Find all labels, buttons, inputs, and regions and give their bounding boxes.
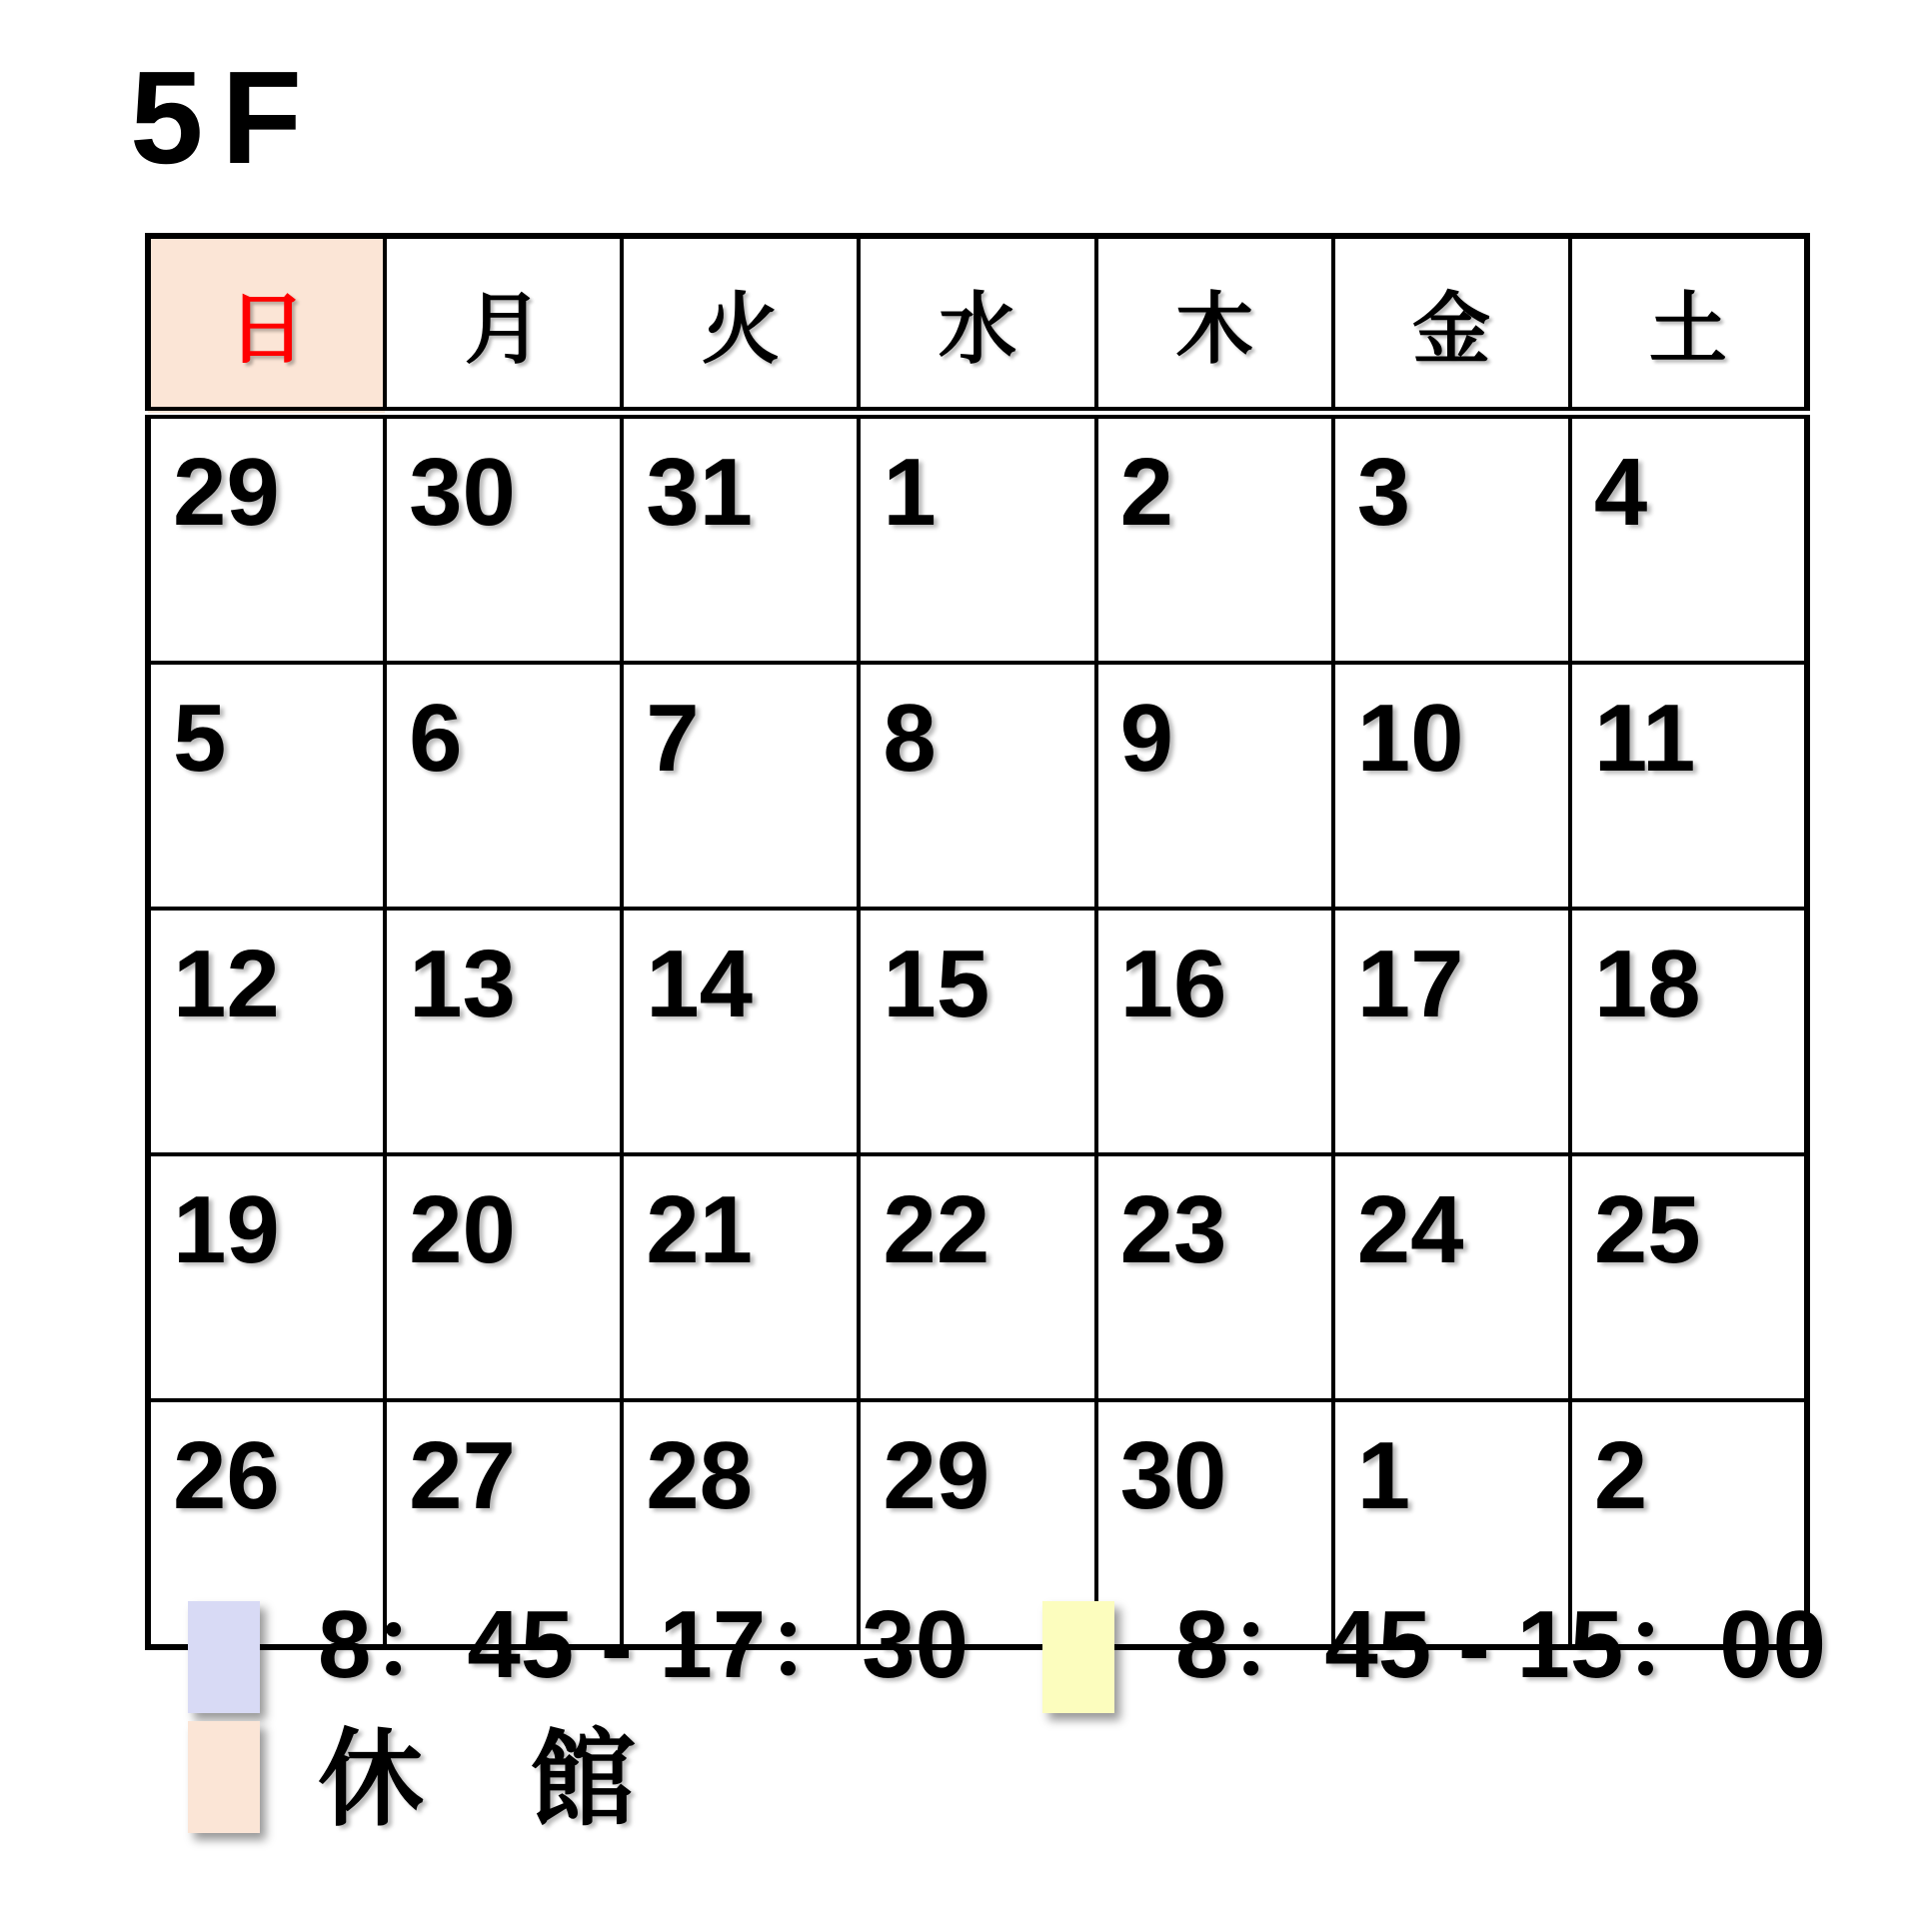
day-cell: 28 bbox=[622, 1400, 859, 1647]
weekday-header-monday: 月 bbox=[385, 236, 622, 413]
day-cell: 27 bbox=[385, 1400, 622, 1647]
page-title: 5F bbox=[130, 44, 321, 191]
calendar-week-row bbox=[148, 663, 1807, 909]
day-cell: 16 bbox=[1096, 909, 1333, 1154]
day-cell: 23 bbox=[1096, 1154, 1333, 1400]
day-cell: 30 bbox=[385, 413, 622, 663]
day-cell: 14 bbox=[622, 909, 859, 1154]
weekday-header-sunday: 日 bbox=[148, 236, 385, 413]
day-cell: 20 bbox=[385, 1154, 622, 1400]
day-cell: 21 bbox=[622, 1154, 859, 1400]
day-cell: 8 bbox=[859, 663, 1095, 909]
weekday-header-wednesday: 水 bbox=[859, 236, 1095, 413]
day-cell: 17 bbox=[1333, 909, 1570, 1154]
day-cell: 26 bbox=[148, 1400, 385, 1647]
day-cell: 7 bbox=[622, 663, 859, 909]
day-cell: 29 bbox=[859, 1400, 1095, 1647]
day-cell: 6 bbox=[385, 663, 622, 909]
day-cell: 15 bbox=[859, 909, 1095, 1154]
legend-swatch-regular-hours bbox=[188, 1601, 260, 1713]
calendar-week-row bbox=[148, 909, 1807, 1154]
legend-label-closed: 休 館 bbox=[318, 1721, 636, 1839]
day-cell: 13 bbox=[385, 909, 622, 1154]
day-cell: 2 bbox=[1570, 1400, 1807, 1647]
day-cell: 22 bbox=[859, 1154, 1095, 1400]
calendar-week-row bbox=[148, 1154, 1807, 1400]
day-cell: 1 bbox=[859, 413, 1095, 663]
day-cell: 4 bbox=[1570, 413, 1807, 663]
day-cell: 5 bbox=[148, 663, 385, 909]
day-cell: 1 bbox=[1333, 1400, 1570, 1647]
legend-label-short-hours: 8：45 - 15：00 bbox=[1175, 1591, 1827, 1698]
weekday-header-tuesday: 火 bbox=[622, 236, 859, 413]
day-cell: 29 bbox=[148, 413, 385, 663]
day-cell: 18 bbox=[1570, 909, 1807, 1154]
weekday-header-thursday: 木 bbox=[1096, 236, 1333, 413]
weekday-header-friday: 金 bbox=[1333, 236, 1570, 413]
day-cell: 24 bbox=[1333, 1154, 1570, 1400]
day-cell: 30 bbox=[1096, 1400, 1333, 1647]
weekday-header-row bbox=[148, 236, 1807, 413]
day-cell: 19 bbox=[148, 1154, 385, 1400]
calendar-week-row bbox=[148, 413, 1807, 663]
day-cell: 31 bbox=[622, 413, 859, 663]
day-cell: 11 bbox=[1570, 663, 1807, 909]
day-cell: 12 bbox=[148, 909, 385, 1154]
legend-swatch-short-hours bbox=[1042, 1601, 1114, 1713]
weekday-header-saturday: 土 bbox=[1570, 236, 1807, 413]
legend-label-regular-hours: 8：45 - 17：30 bbox=[318, 1591, 969, 1698]
calendar-table bbox=[145, 233, 1810, 1650]
day-cell: 10 bbox=[1333, 663, 1570, 909]
day-cell: 3 bbox=[1333, 413, 1570, 663]
day-cell: 9 bbox=[1096, 663, 1333, 909]
day-cell: 2 bbox=[1096, 413, 1333, 663]
day-cell: 25 bbox=[1570, 1154, 1807, 1400]
legend-swatch-closed bbox=[188, 1721, 260, 1833]
